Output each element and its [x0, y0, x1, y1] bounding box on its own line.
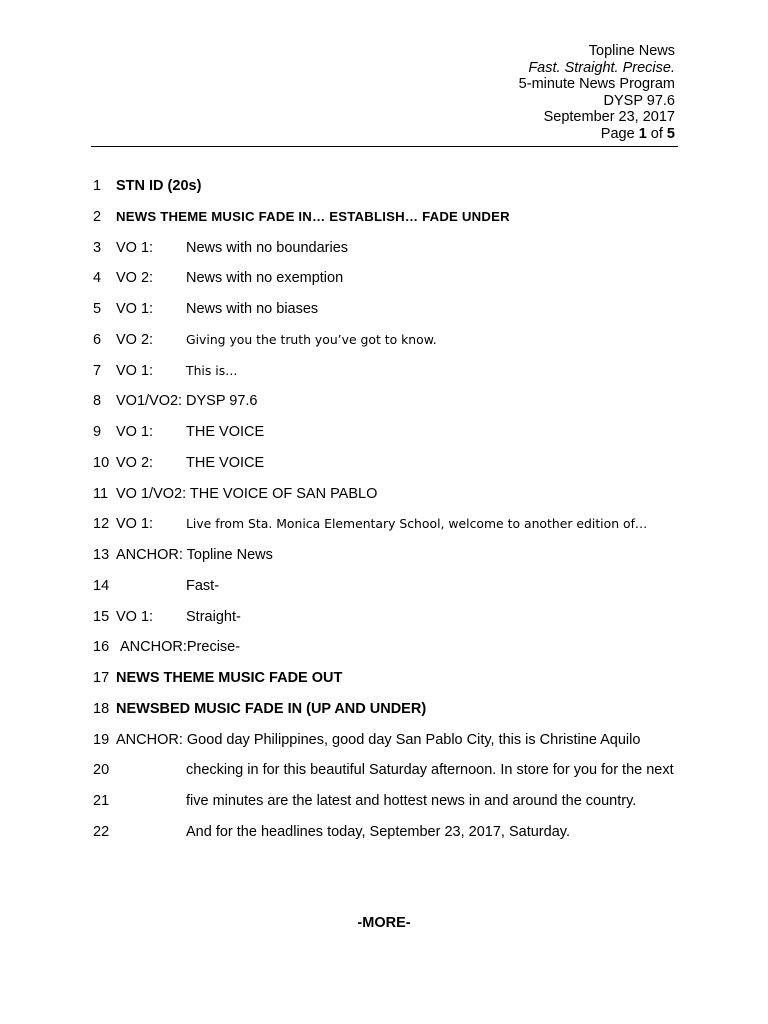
line-text: Giving you the truth you’ve got to know. [186, 332, 437, 347]
script-line [0, 668, 768, 688]
line-number: 17 [93, 670, 110, 686]
script-line [0, 422, 768, 442]
line-number: 1 [93, 178, 102, 194]
script-line [0, 391, 768, 411]
cue-text: NEWSBED MUSIC FADE IN (UP AND UNDER) [116, 701, 427, 717]
script-line [0, 207, 768, 227]
line-content [116, 484, 377, 504]
script-line [0, 637, 768, 657]
line-number: 20 [93, 762, 110, 778]
header-divider [91, 146, 678, 147]
speaker-label: VO 1: [116, 301, 154, 317]
page-total: 5 [666, 125, 675, 142]
script-line [0, 176, 768, 196]
speaker-label: VO 1: [116, 240, 154, 256]
line-number: 21 [93, 793, 110, 809]
line-text: checking in for this beautiful Saturday afternoon. In store for you for the next [186, 762, 674, 778]
script-line [0, 822, 768, 842]
line-text: This is… [186, 363, 238, 378]
line-number: 5 [93, 301, 102, 317]
speaker-label: VO 2: [116, 270, 154, 286]
script-line [0, 238, 768, 258]
speaker-label: VO 1: [116, 609, 154, 625]
line-text: Precise- [186, 639, 241, 655]
line-text: Topline News [186, 547, 273, 563]
speaker-label: ANCHOR: [120, 639, 187, 655]
script-header [519, 43, 675, 143]
station-name: DYSP 97.6 [603, 92, 675, 109]
line-content [116, 545, 273, 565]
cue-text: NEWS THEME MUSIC FADE OUT [116, 670, 343, 686]
script-line [0, 607, 768, 627]
cue-text: NEWS THEME MUSIC FADE IN… ESTABLISH… FADE UNDER [116, 209, 510, 224]
line-number: 15 [93, 609, 110, 625]
line-text: DYSP 97.6 [186, 393, 258, 409]
script-line [0, 699, 768, 719]
script-line [0, 576, 768, 596]
line-number: 3 [93, 240, 102, 256]
speaker-label: VO 1: [116, 363, 154, 379]
line-text: Straight- [186, 609, 241, 625]
line-number: 11 [93, 486, 109, 502]
line-content [116, 730, 640, 750]
speaker-label: VO1/VO2: [116, 393, 183, 409]
line-content [120, 637, 240, 657]
line-text: Fast- [186, 578, 220, 594]
line-number: 14 [93, 578, 110, 594]
line-text: News with no boundaries [186, 240, 349, 256]
line-text: News with no biases [186, 301, 319, 317]
line-number: 6 [93, 332, 102, 348]
speaker-label: VO 1/VO2: [116, 486, 187, 502]
line-text: Good day Philippines, good day San Pablo City, this is Christine Aquilo [186, 732, 641, 748]
script-line [0, 514, 768, 534]
script-line [0, 760, 768, 780]
line-text: THE VOICE [186, 424, 265, 440]
speaker-label: ANCHOR: [116, 547, 183, 563]
script-line [0, 361, 768, 381]
speaker-label: ANCHOR: [116, 732, 183, 748]
line-number: 16 [93, 639, 110, 655]
line-number: 7 [93, 363, 102, 379]
line-text: THE VOICE OF SAN PABLO [189, 486, 378, 502]
line-number: 4 [93, 270, 102, 286]
line-number: 22 [93, 824, 110, 840]
script-line [0, 484, 768, 504]
line-number: 18 [93, 701, 110, 717]
line-number: 2 [93, 209, 102, 225]
speaker-label: VO 2: [116, 332, 154, 348]
line-number: 19 [93, 732, 110, 748]
program-tagline: Fast. Straight. Precise. [528, 59, 675, 76]
program-format: 5-minute News Program [518, 76, 675, 93]
page-indicator [519, 126, 675, 143]
more-footer: -MORE- [357, 915, 411, 931]
script-line [0, 791, 768, 811]
line-text: Live from Sta. Monica Elementary School, welcome to another edition of… [186, 516, 648, 531]
script-line [0, 453, 768, 473]
line-number: 12 [93, 516, 110, 532]
program-name: Topline News [588, 43, 675, 59]
line-number: 10 [93, 455, 110, 471]
speaker-label: VO 1: [116, 516, 154, 532]
script-line [0, 299, 768, 319]
line-number: 8 [93, 393, 102, 409]
script-line [0, 268, 768, 288]
line-number: 13 [93, 547, 110, 563]
speaker-label: VO 2: [116, 455, 154, 471]
page-of: of [650, 125, 663, 142]
line-text: And for the headlines today, September 23, 2017, Saturday. [186, 824, 570, 840]
cue-text: STN ID (20s) [116, 178, 202, 194]
script-line [0, 730, 768, 750]
line-number: 9 [93, 424, 102, 440]
script-line [0, 330, 768, 350]
line-text: News with no exemption [186, 270, 344, 286]
script-line [0, 545, 768, 565]
page-current: 1 [638, 125, 647, 142]
speaker-label: VO 1: [116, 424, 154, 440]
line-text: five minutes are the latest and hottest news in and around the country. [186, 793, 637, 809]
script-date: September 23, 2017 [543, 109, 675, 126]
line-text: THE VOICE [186, 455, 265, 471]
page-prefix: Page [600, 125, 635, 142]
